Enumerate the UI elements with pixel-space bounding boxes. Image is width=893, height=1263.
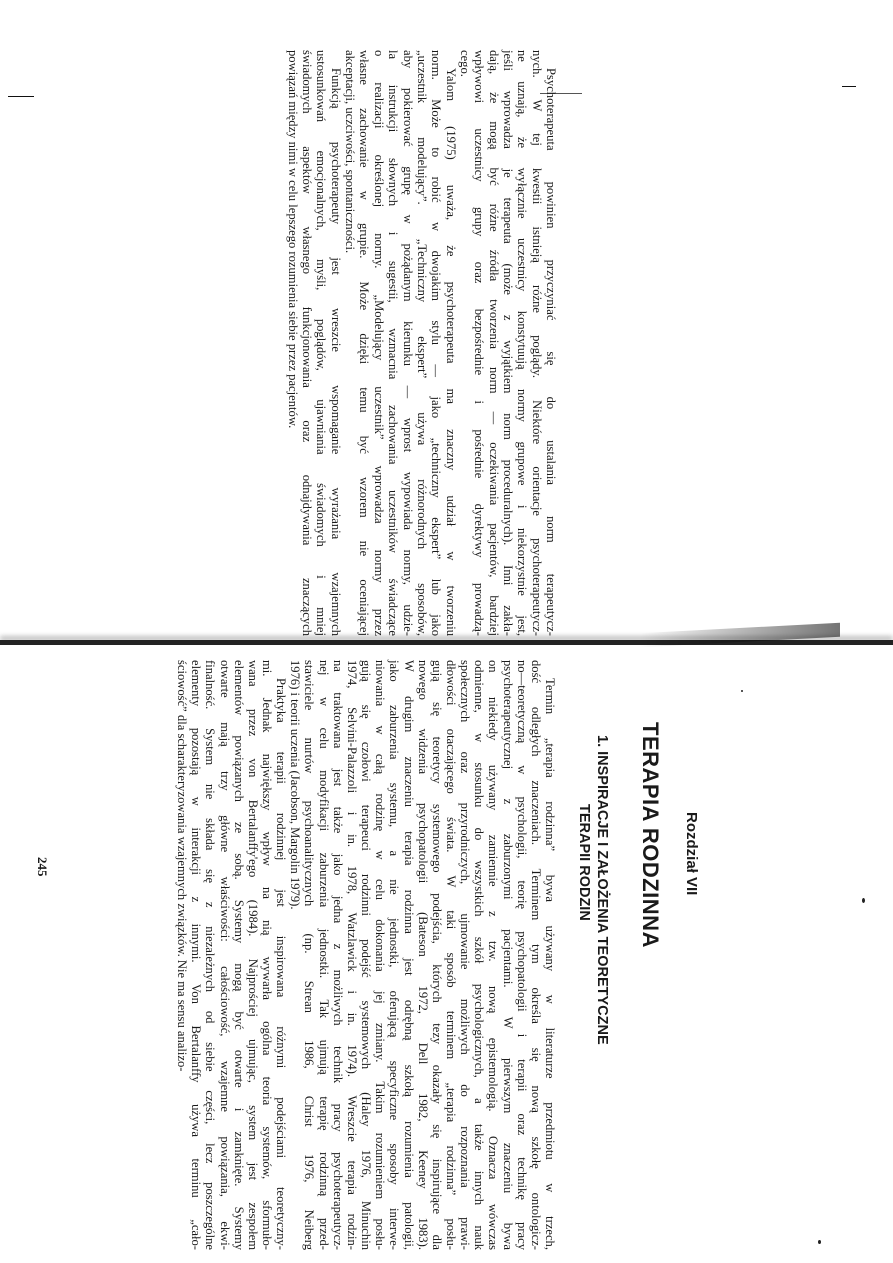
text-line: o realizacji określonej normy. „Modelujący uczestnik” wprowadza normy przez bbox=[371, 50, 386, 636]
text-line: elementów powiązanych ze sobą. Systemy mogą być otwarte i zamknięte. Systemy bbox=[231, 660, 246, 1250]
text-line: mi. Jednak największy wpływ na nią wywarła ogólna teoria systemów, sformuło- bbox=[260, 660, 274, 1250]
scan-speck bbox=[741, 690, 743, 692]
text-line: wana przez von Bertalanffy'ego (1984). Najprościej ujmując, system jest zespołem bbox=[245, 660, 260, 1250]
text-line: gują się czołowi terapeuci rodzinni podejść systemowych (Haley 1976, Minuchin bbox=[359, 660, 374, 1250]
text-line: elementy pozostają w interakcji z innymi. Von Bertalanffy używa terminu „cało- bbox=[189, 660, 204, 1250]
text-line: no—teoretyczną w psychologii, teorię psychopatologii i terapii oraz technikę pracy bbox=[514, 660, 529, 1250]
chapter-title: TERAPIA RODZINNA bbox=[638, 722, 663, 948]
text-line: la instrukcji słownych i sugestii, wzmacnia zachowania uczestników świadczące bbox=[386, 50, 401, 636]
text-line: ne uznają, że wyłącznie uczestnicy konstytuują normy grupowe i niekorzystnie jest, bbox=[515, 50, 530, 636]
text-line: świadomych aspektów własnego funkcjonowania oraz odnajdywania znaczących bbox=[300, 50, 315, 636]
text-line: ściowość” dla scharakteryzowania wzajemnych związków. Nie ma sensu analizo- bbox=[175, 660, 190, 1072]
text-line: W drugim znaczeniu terapia rodzinna jest odrębną szkołą rozumienia patologii, bbox=[401, 660, 416, 1250]
text-line: własne zachowanie w grupie. Może dzięki temu być wzorem nie oceniającej bbox=[357, 50, 372, 636]
section-title-line2: TERAPII RODZIN bbox=[576, 804, 592, 921]
text-line: psychoterapeutycznej z zaburzonymi pacjentami. W pierwszym znaczeniu bywa bbox=[500, 660, 515, 1250]
scan-speck bbox=[862, 898, 865, 903]
text-line: stawiciele nurtów psychoanalitycznych (np. Strean 1986, Christ 1976, Neiberg bbox=[302, 660, 317, 1250]
text-line: akceptacji, uczciwości, spontaniczności. bbox=[343, 50, 358, 254]
text-line: gują się teoretycy systemowego podejścia, których tezy okazały się inspirujące dla bbox=[429, 660, 444, 1250]
text-line: wpływowi uczestnicy grupy oraz bezpośrednie i pośrednie dyrektywy prowadzą- bbox=[472, 50, 487, 636]
text-line: nowego widzenia psychopatologii (Bateson 1972, Dell 1982, Keeney 1983). bbox=[415, 660, 430, 1250]
text-line: ustosunkowań emocjonalnych, myśli, poglądów, ujawniania świadomych i mniej bbox=[314, 50, 329, 636]
page-number: 245 bbox=[35, 857, 50, 877]
text-line: społecznych oraz przyrodniczych, ujmowanie możliwych do rozpoznania prawi- bbox=[458, 660, 473, 1250]
text-line: dłowości otaczającego świata. W taki sposób terminem „terapia rodzinna” posłu- bbox=[443, 660, 458, 1250]
text-line: dość odległych znaczeniach. Terminem tym określa się nową szkołę ontologicz- bbox=[528, 660, 543, 1250]
text-line: jako zaburzenia systemu, a nie jednostki, oferującą specyficzne sposoby interwe- bbox=[387, 660, 402, 1250]
text-line: Termin „terapia rodzinna” bywa używany w literaturze przedmiotu w trzech, bbox=[543, 678, 557, 1250]
text-line: odmienne, w stosunku do wszystkich szkół psychologicznych, a także innych nauk bbox=[472, 660, 487, 1250]
chapter-label: Rozdział VII bbox=[683, 812, 700, 896]
text-line: on niekiedy używany zamiennie z tzw. nową epistemologią. Oznacza wówczas bbox=[486, 660, 501, 1250]
text-line: „uczestnik modelujący”. „Techniczny ekspert” używa różnorodnych sposobów, bbox=[414, 50, 429, 636]
section-title-line1: 1. INSPIRACJE I ZAŁOŻENIA TEORETYCZNE bbox=[594, 735, 610, 1045]
text-line: cego. bbox=[457, 50, 472, 77]
text-line: niowania w całą rodzinę w celu dokonania jej zmiany. Takim rozumieniem posłu- bbox=[373, 660, 388, 1250]
text-line: nych. W tej kwestii istnieją różne poglądy. Niektóre orientacje psychoterapeutycz- bbox=[529, 50, 544, 636]
text-line: Psychoterapeuta powinien przyczyniać się do ustalania norm terapeutycz- bbox=[544, 68, 558, 636]
text-line: Praktyka terapii rodzinnej jest inspirowana różnymi podejściami teoretyczny- bbox=[274, 678, 289, 1250]
text-line: dają, że mogą być różne źródła tworzenia norm — oczekiwania pacjentów, bardziej bbox=[486, 50, 501, 636]
text-line: Funkcją psychoterapeuty jest wreszcie wspomaganie wyrażania wzajemnych bbox=[328, 68, 343, 636]
text-line: Yalom (1975) uważa, że psychoterapeuta ma znaczny udział w tworzeniu bbox=[443, 68, 458, 636]
text-line: 1976) i teorii uczenia (Jacobson, Margolin 1979). bbox=[288, 660, 303, 910]
text-line: otwarte mają trzy główne właściwości: całościowość, wzajemne powiązania, ekwi- bbox=[217, 660, 232, 1250]
text-line: powiązań między nimi w celu lepszego rozumienia siebie przez pacjentów. bbox=[285, 50, 300, 429]
scan-artifact-line bbox=[8, 96, 34, 97]
text-line: aby pokierować grupę w pożądanym kierunku — wprost wypowiada normy, udzie- bbox=[400, 50, 415, 636]
text-line: na traktowana jest także jako jedna z możliwych technik pracy psychoterapeutycz- bbox=[330, 660, 345, 1250]
text-line: nej w celu modyfikacji zaburzenia jednostki. Tak ujmują terapię rodzinną przed- bbox=[316, 660, 331, 1250]
text-line: jeśli wprowadza je terapeuta (może z wyjątkiem norm proceduralnych). Inni zakła- bbox=[500, 50, 515, 636]
text-line: norm. Może to robić w dwojakim stylu — jako „techniczny ekspert” lub jako bbox=[429, 50, 444, 636]
text-line: finalność. System nie składa się z niezależnych od siebie części, lecz poszczególne bbox=[203, 660, 218, 1250]
scan-artifact-line bbox=[842, 86, 856, 87]
scan-speck bbox=[818, 1240, 821, 1244]
text-line: 1974, Selvini-Palazzoli i in. 1978, Watzlawick i in. 1974). Wreszcie terapia rodzin- bbox=[344, 660, 359, 1250]
